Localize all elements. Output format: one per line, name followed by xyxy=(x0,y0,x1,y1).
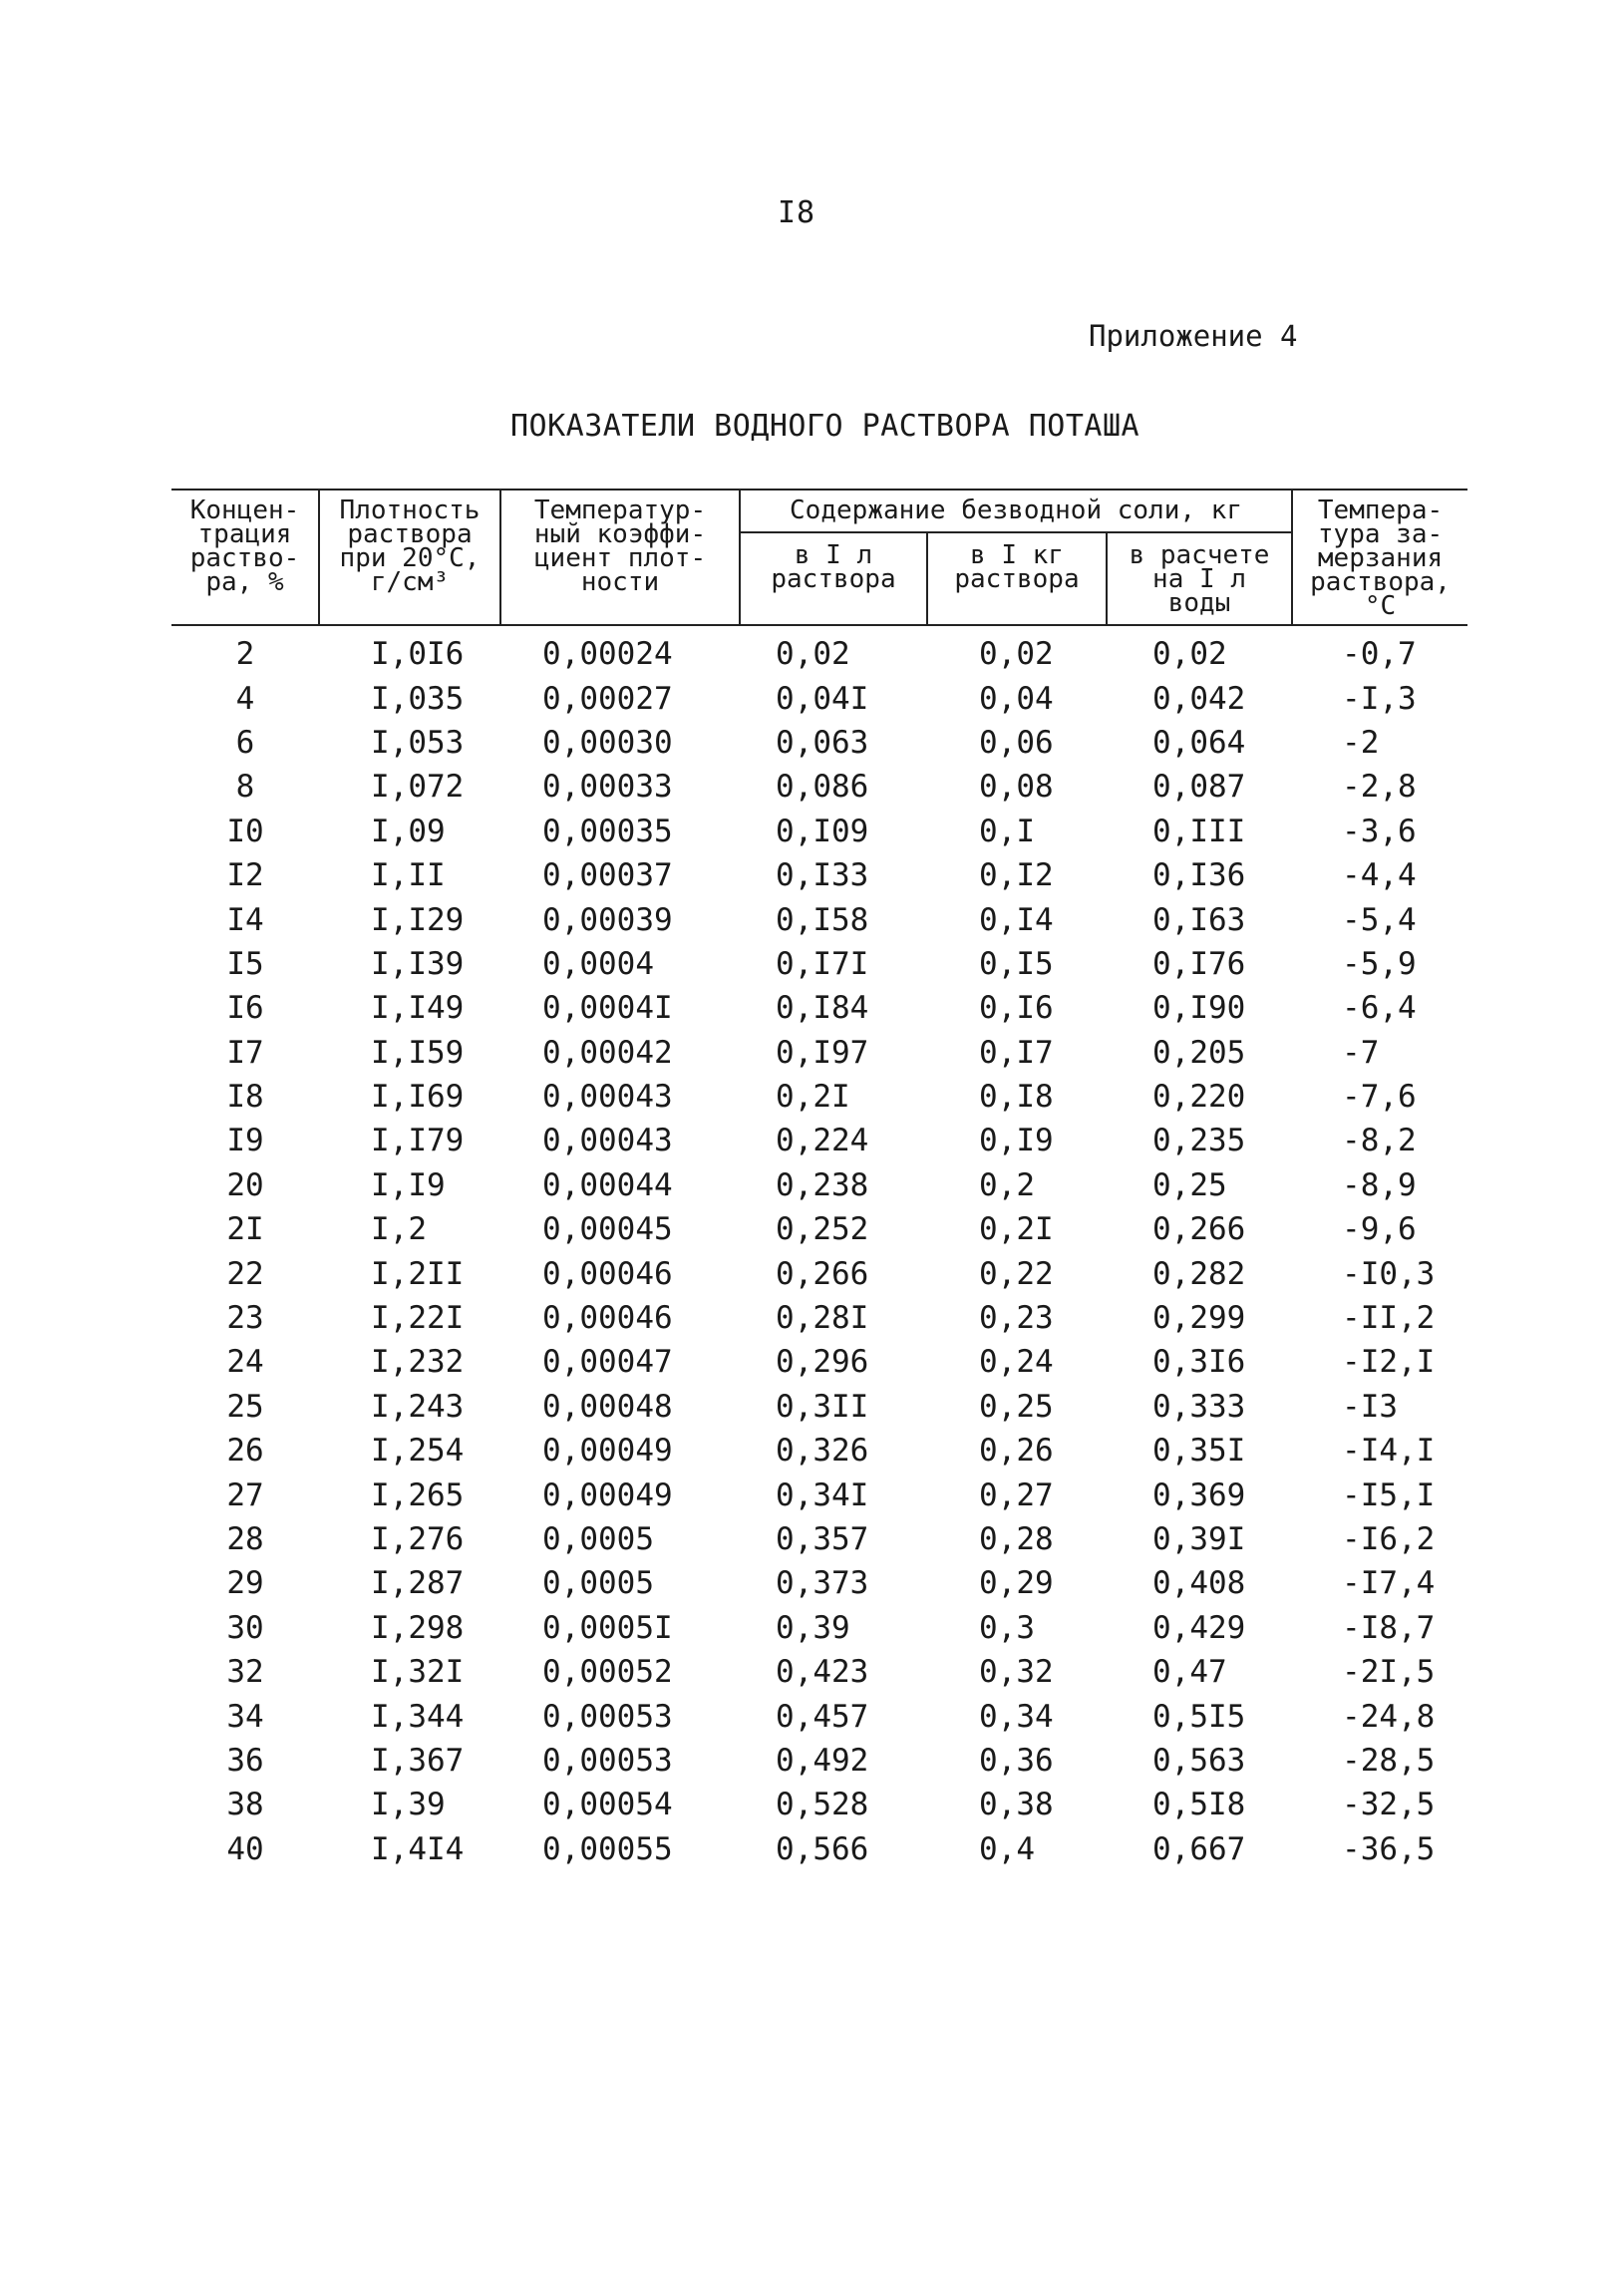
cell-salt-per-liter-water: 0,47 xyxy=(1152,1654,1227,1691)
cell-freezing-temperature: -9,6 xyxy=(1342,1211,1417,1248)
page-number: I8 xyxy=(778,195,816,230)
cell-salt-per-kg-solution: 0,3 xyxy=(979,1609,1035,1646)
cell-salt-per-liter-solution: 0,3II xyxy=(776,1388,869,1425)
table-row xyxy=(171,1163,1467,1207)
cell-salt-per-kg-solution: 0,25 xyxy=(979,1388,1054,1425)
cell-salt-per-kg-solution: 0,36 xyxy=(979,1742,1054,1779)
cell-salt-per-liter-solution: 0,528 xyxy=(776,1787,869,1823)
cell-salt-per-liter-solution: 0,492 xyxy=(776,1742,869,1779)
cell-salt-per-liter-solution: 0,063 xyxy=(776,724,869,761)
cell-freezing-temperature: -4,4 xyxy=(1342,857,1417,894)
cell-temp-coefficient: 0,00046 xyxy=(542,1255,673,1292)
cell-density: I,2II xyxy=(371,1255,465,1292)
cell-salt-per-liter-water: 0,333 xyxy=(1152,1388,1246,1425)
table-body xyxy=(171,625,1467,1871)
cell-freezing-temperature: -I5,I xyxy=(1342,1476,1436,1513)
cell-freezing-temperature: -6,4 xyxy=(1342,990,1417,1027)
cell-salt-per-liter-water: 0,35I xyxy=(1152,1433,1246,1470)
cell-concentration: 22 xyxy=(226,1255,264,1292)
cell-freezing-temperature: -8,2 xyxy=(1342,1123,1417,1159)
cell-salt-per-liter-water: 0,I63 xyxy=(1152,901,1246,938)
cell-freezing-temperature: -I2,I xyxy=(1342,1344,1436,1381)
cell-concentration: 26 xyxy=(226,1433,264,1470)
cell-salt-per-liter-solution: 0,457 xyxy=(776,1698,869,1735)
cell-freezing-temperature: -28,5 xyxy=(1342,1742,1436,1779)
cell-salt-per-kg-solution: 0,29 xyxy=(979,1565,1054,1602)
cell-concentration: I9 xyxy=(226,1123,264,1159)
table-row xyxy=(171,676,1467,720)
cell-freezing-temperature: -2I,5 xyxy=(1342,1654,1436,1691)
table-row xyxy=(171,1827,1467,1871)
cell-freezing-temperature: -2 xyxy=(1342,724,1380,761)
cell-salt-per-kg-solution: 0,06 xyxy=(979,724,1054,761)
cell-salt-per-kg-solution: 0,I xyxy=(979,813,1035,849)
cell-salt-per-liter-water: 0,5I5 xyxy=(1152,1698,1246,1735)
cell-concentration: 20 xyxy=(226,1166,264,1203)
cell-freezing-temperature: -I3 xyxy=(1342,1388,1399,1425)
cell-salt-per-kg-solution: 0,2I xyxy=(979,1211,1054,1248)
cell-salt-per-kg-solution: 0,28 xyxy=(979,1521,1054,1557)
cell-temp-coefficient: 0,00037 xyxy=(542,857,673,894)
cell-concentration: 8 xyxy=(235,769,255,806)
header-per-liter-solution: в I л раствора xyxy=(740,532,927,625)
cell-density: I,I29 xyxy=(371,901,465,938)
cell-salt-per-kg-solution: 0,23 xyxy=(979,1300,1054,1337)
cell-density: I,035 xyxy=(371,680,465,717)
cell-freezing-temperature: -24,8 xyxy=(1342,1698,1436,1735)
cell-salt-per-kg-solution: 0,I4 xyxy=(979,901,1054,938)
header-temp-coefficient: Температур- ный коэффи- циент плот- ности xyxy=(500,490,740,625)
cell-salt-per-kg-solution: 0,38 xyxy=(979,1787,1054,1823)
cell-salt-per-liter-solution: 0,I97 xyxy=(776,1034,869,1071)
table-row xyxy=(171,853,1467,897)
table-row xyxy=(171,1119,1467,1162)
cell-salt-per-liter-water: 0,266 xyxy=(1152,1211,1246,1248)
cell-temp-coefficient: 0,00054 xyxy=(542,1787,673,1823)
cell-freezing-temperature: -7,6 xyxy=(1342,1079,1417,1116)
cell-temp-coefficient: 0,00044 xyxy=(542,1166,673,1203)
cell-concentration: 4 xyxy=(235,680,255,717)
cell-salt-per-liter-solution: 0,I33 xyxy=(776,857,869,894)
cell-density: I,4I4 xyxy=(371,1830,465,1867)
table-row xyxy=(171,765,1467,809)
cell-salt-per-liter-water: 0,563 xyxy=(1152,1742,1246,1779)
cell-temp-coefficient: 0,00024 xyxy=(542,636,673,673)
cell-density: I,276 xyxy=(371,1521,465,1557)
cell-salt-per-liter-water: 0,408 xyxy=(1152,1565,1246,1602)
cell-salt-per-kg-solution: 0,24 xyxy=(979,1344,1054,1381)
cell-freezing-temperature: -I8,7 xyxy=(1342,1609,1436,1646)
cell-salt-per-kg-solution: 0,02 xyxy=(979,636,1054,673)
cell-concentration: 32 xyxy=(226,1654,264,1691)
cell-density: I,053 xyxy=(371,724,465,761)
table-row xyxy=(171,1739,1467,1783)
cell-concentration: 28 xyxy=(226,1521,264,1557)
cell-salt-per-liter-solution: 0,2I xyxy=(776,1079,850,1116)
cell-concentration: I7 xyxy=(226,1034,264,1071)
cell-concentration: 24 xyxy=(226,1344,264,1381)
cell-density: I,232 xyxy=(371,1344,465,1381)
cell-salt-per-kg-solution: 0,04 xyxy=(979,680,1054,717)
table-row xyxy=(171,1561,1467,1605)
table-row xyxy=(171,986,1467,1030)
cell-concentration: 29 xyxy=(226,1565,264,1602)
cell-density: I,I59 xyxy=(371,1034,465,1071)
potash-solution-table xyxy=(171,489,1467,1871)
cell-salt-per-liter-water: 0,3I6 xyxy=(1152,1344,1246,1381)
cell-concentration: 34 xyxy=(226,1698,264,1735)
cell-salt-per-liter-solution: 0,238 xyxy=(776,1166,869,1203)
cell-temp-coefficient: 0,00053 xyxy=(542,1742,673,1779)
cell-salt-per-kg-solution: 0,I5 xyxy=(979,945,1054,982)
cell-density: I,09 xyxy=(371,813,446,849)
header-freezing-temperature: Темпера- тура за- мерзания раствора, °С xyxy=(1292,490,1467,625)
cell-salt-per-liter-water: 0,25 xyxy=(1152,1166,1227,1203)
cell-freezing-temperature: -I,3 xyxy=(1342,680,1417,717)
cell-concentration: 2 xyxy=(235,636,255,673)
cell-salt-per-kg-solution: 0,I8 xyxy=(979,1079,1054,1116)
cell-density: I,32I xyxy=(371,1654,465,1691)
cell-freezing-temperature: -8,9 xyxy=(1342,1166,1417,1203)
cell-temp-coefficient: 0,00030 xyxy=(542,724,673,761)
cell-salt-per-liter-solution: 0,266 xyxy=(776,1255,869,1292)
cell-salt-per-liter-water: 0,39I xyxy=(1152,1521,1246,1557)
table-row xyxy=(171,1606,1467,1650)
cell-density: I,254 xyxy=(371,1433,465,1470)
cell-salt-per-kg-solution: 0,27 xyxy=(979,1476,1054,1513)
cell-freezing-temperature: -5,4 xyxy=(1342,901,1417,938)
cell-concentration: I0 xyxy=(226,813,264,849)
cell-salt-per-kg-solution: 0,22 xyxy=(979,1255,1054,1292)
cell-salt-per-liter-solution: 0,566 xyxy=(776,1830,869,1867)
cell-temp-coefficient: 0,00052 xyxy=(542,1654,673,1691)
cell-density: I,367 xyxy=(371,1742,465,1779)
header-salt-content-group: Содержание безводной соли, кг xyxy=(740,490,1292,532)
cell-density: I,I69 xyxy=(371,1079,465,1116)
cell-temp-coefficient: 0,00055 xyxy=(542,1830,673,1867)
cell-salt-per-kg-solution: 0,2 xyxy=(979,1166,1035,1203)
cell-concentration: 23 xyxy=(226,1300,264,1337)
cell-concentration: 2I xyxy=(226,1211,264,1248)
cell-salt-per-liter-water: 0,I36 xyxy=(1152,857,1246,894)
cell-temp-coefficient: 0,00053 xyxy=(542,1698,673,1735)
table-row xyxy=(171,1783,1467,1826)
cell-freezing-temperature: -2,8 xyxy=(1342,769,1417,806)
cell-temp-coefficient: 0,00027 xyxy=(542,680,673,717)
cell-salt-per-liter-solution: 0,357 xyxy=(776,1521,869,1557)
table-row xyxy=(171,1473,1467,1516)
cell-salt-per-kg-solution: 0,I6 xyxy=(979,990,1054,1027)
cell-freezing-temperature: -I6,2 xyxy=(1342,1521,1436,1557)
appendix-label: Приложение 4 xyxy=(1089,319,1298,353)
cell-density: I,344 xyxy=(371,1698,465,1735)
cell-freezing-temperature: -36,5 xyxy=(1342,1830,1436,1867)
table-row xyxy=(171,1031,1467,1075)
cell-salt-per-kg-solution: 0,08 xyxy=(979,769,1054,806)
cell-density: I,072 xyxy=(371,769,465,806)
cell-salt-per-liter-solution: 0,34I xyxy=(776,1476,869,1513)
table-row xyxy=(171,1340,1467,1384)
cell-salt-per-liter-water: 0,282 xyxy=(1152,1255,1246,1292)
table-row xyxy=(171,625,1467,676)
cell-salt-per-liter-water: 0,III xyxy=(1152,813,1246,849)
cell-freezing-temperature: -7 xyxy=(1342,1034,1380,1071)
cell-concentration: I8 xyxy=(226,1079,264,1116)
cell-salt-per-kg-solution: 0,32 xyxy=(979,1654,1054,1691)
table-row xyxy=(171,1650,1467,1694)
cell-salt-per-liter-water: 0,I76 xyxy=(1152,945,1246,982)
cell-freezing-temperature: -3,6 xyxy=(1342,813,1417,849)
table-row xyxy=(171,1694,1467,1738)
table-row xyxy=(171,1385,1467,1429)
table-row xyxy=(171,810,1467,853)
cell-salt-per-liter-solution: 0,I09 xyxy=(776,813,869,849)
header-per-kg-solution: в I кг раствора xyxy=(927,532,1107,625)
cell-salt-per-liter-water: 0,299 xyxy=(1152,1300,1246,1337)
cell-salt-per-liter-water: 0,369 xyxy=(1152,1476,1246,1513)
cell-salt-per-liter-water: 0,I90 xyxy=(1152,990,1246,1027)
cell-temp-coefficient: 0,0004I xyxy=(542,990,673,1027)
cell-density: I,I49 xyxy=(371,990,465,1027)
cell-salt-per-liter-water: 0,042 xyxy=(1152,680,1246,717)
cell-concentration: 36 xyxy=(226,1742,264,1779)
cell-salt-per-liter-water: 0,064 xyxy=(1152,724,1246,761)
cell-density: I,243 xyxy=(371,1388,465,1425)
cell-freezing-temperature: -32,5 xyxy=(1342,1787,1436,1823)
cell-concentration: I2 xyxy=(226,857,264,894)
cell-density: I,2 xyxy=(371,1211,427,1248)
cell-salt-per-liter-water: 0,205 xyxy=(1152,1034,1246,1071)
cell-salt-per-kg-solution: 0,4 xyxy=(979,1830,1035,1867)
cell-concentration: 27 xyxy=(226,1476,264,1513)
cell-salt-per-liter-solution: 0,28I xyxy=(776,1300,869,1337)
document-title: ПОКАЗАТЕЛИ ВОДНОГО РАСТВОРА ПОТАША xyxy=(510,409,1140,444)
cell-salt-per-liter-water: 0,429 xyxy=(1152,1609,1246,1646)
table-row xyxy=(171,1296,1467,1340)
cell-salt-per-liter-water: 0,087 xyxy=(1152,769,1246,806)
cell-temp-coefficient: 0,00046 xyxy=(542,1300,673,1337)
table-row xyxy=(171,721,1467,765)
cell-freezing-temperature: -I7,4 xyxy=(1342,1565,1436,1602)
cell-temp-coefficient: 0,00047 xyxy=(542,1344,673,1381)
cell-salt-per-liter-solution: 0,I58 xyxy=(776,901,869,938)
cell-freezing-temperature: -I0,3 xyxy=(1342,1255,1436,1292)
cell-concentration: 40 xyxy=(226,1830,264,1867)
cell-freezing-temperature: -I4,I xyxy=(1342,1433,1436,1470)
cell-concentration: 30 xyxy=(226,1609,264,1646)
table-row xyxy=(171,1251,1467,1295)
cell-density: I,I39 xyxy=(371,945,465,982)
cell-temp-coefficient: 0,0005 xyxy=(542,1521,654,1557)
cell-temp-coefficient: 0,00048 xyxy=(542,1388,673,1425)
cell-concentration: I6 xyxy=(226,990,264,1027)
cell-temp-coefficient: 0,00033 xyxy=(542,769,673,806)
cell-temp-coefficient: 0,0005 xyxy=(542,1565,654,1602)
cell-salt-per-kg-solution: 0,I2 xyxy=(979,857,1054,894)
cell-temp-coefficient: 0,00049 xyxy=(542,1476,673,1513)
cell-salt-per-kg-solution: 0,I7 xyxy=(979,1034,1054,1071)
cell-salt-per-liter-solution: 0,326 xyxy=(776,1433,869,1470)
table-row xyxy=(171,942,1467,986)
cell-salt-per-liter-solution: 0,086 xyxy=(776,769,869,806)
table-row xyxy=(171,1207,1467,1251)
cell-salt-per-liter-water: 0,667 xyxy=(1152,1830,1246,1867)
cell-temp-coefficient: 0,00039 xyxy=(542,901,673,938)
cell-salt-per-liter-solution: 0,02 xyxy=(776,636,850,673)
cell-freezing-temperature: -II,2 xyxy=(1342,1300,1436,1337)
cell-concentration: 25 xyxy=(226,1388,264,1425)
cell-temp-coefficient: 0,00043 xyxy=(542,1079,673,1116)
cell-salt-per-kg-solution: 0,26 xyxy=(979,1433,1054,1470)
table-row xyxy=(171,897,1467,941)
cell-density: I,39 xyxy=(371,1787,446,1823)
header-per-liter-water: в расчете на I л воды xyxy=(1107,532,1292,625)
cell-density: I,II xyxy=(371,857,446,894)
cell-temp-coefficient: 0,00045 xyxy=(542,1211,673,1248)
cell-temp-coefficient: 0,00042 xyxy=(542,1034,673,1071)
cell-density: I,22I xyxy=(371,1300,465,1337)
cell-density: I,287 xyxy=(371,1565,465,1602)
cell-salt-per-liter-solution: 0,373 xyxy=(776,1565,869,1602)
cell-concentration: 6 xyxy=(235,724,255,761)
cell-density: I,I79 xyxy=(371,1123,465,1159)
cell-concentration: 38 xyxy=(226,1787,264,1823)
cell-concentration: I5 xyxy=(226,945,264,982)
cell-temp-coefficient: 0,00049 xyxy=(542,1433,673,1470)
cell-temp-coefficient: 0,0005I xyxy=(542,1609,673,1646)
cell-concentration: I4 xyxy=(226,901,264,938)
cell-salt-per-liter-solution: 0,224 xyxy=(776,1123,869,1159)
cell-salt-per-liter-solution: 0,I7I xyxy=(776,945,869,982)
cell-salt-per-liter-water: 0,220 xyxy=(1152,1079,1246,1116)
cell-freezing-temperature: -0,7 xyxy=(1342,636,1417,673)
cell-salt-per-liter-water: 0,235 xyxy=(1152,1123,1246,1159)
cell-salt-per-kg-solution: 0,34 xyxy=(979,1698,1054,1735)
cell-salt-per-liter-solution: 0,296 xyxy=(776,1344,869,1381)
header-concentration: Концен- трация раство- ра, % xyxy=(171,490,319,625)
cell-salt-per-liter-solution: 0,252 xyxy=(776,1211,869,1248)
cell-salt-per-liter-solution: 0,I84 xyxy=(776,990,869,1027)
cell-freezing-temperature: -5,9 xyxy=(1342,945,1417,982)
table-row xyxy=(171,1517,1467,1561)
cell-salt-per-liter-water: 0,5I8 xyxy=(1152,1787,1246,1823)
cell-temp-coefficient: 0,00035 xyxy=(542,813,673,849)
cell-salt-per-kg-solution: 0,I9 xyxy=(979,1123,1054,1159)
cell-temp-coefficient: 0,00043 xyxy=(542,1123,673,1159)
header-density: Плотность раствора при 20°С, г/см³ xyxy=(319,490,500,625)
table-row xyxy=(171,1075,1467,1119)
cell-temp-coefficient: 0,0004 xyxy=(542,945,654,982)
cell-density: I,I9 xyxy=(371,1166,446,1203)
cell-salt-per-liter-solution: 0,39 xyxy=(776,1609,850,1646)
cell-density: I,265 xyxy=(371,1476,465,1513)
cell-salt-per-liter-solution: 0,423 xyxy=(776,1654,869,1691)
cell-density: I,298 xyxy=(371,1609,465,1646)
cell-salt-per-liter-water: 0,02 xyxy=(1152,636,1227,673)
cell-salt-per-liter-solution: 0,04I xyxy=(776,680,869,717)
table-row xyxy=(171,1429,1467,1473)
cell-density: I,0I6 xyxy=(371,636,465,673)
